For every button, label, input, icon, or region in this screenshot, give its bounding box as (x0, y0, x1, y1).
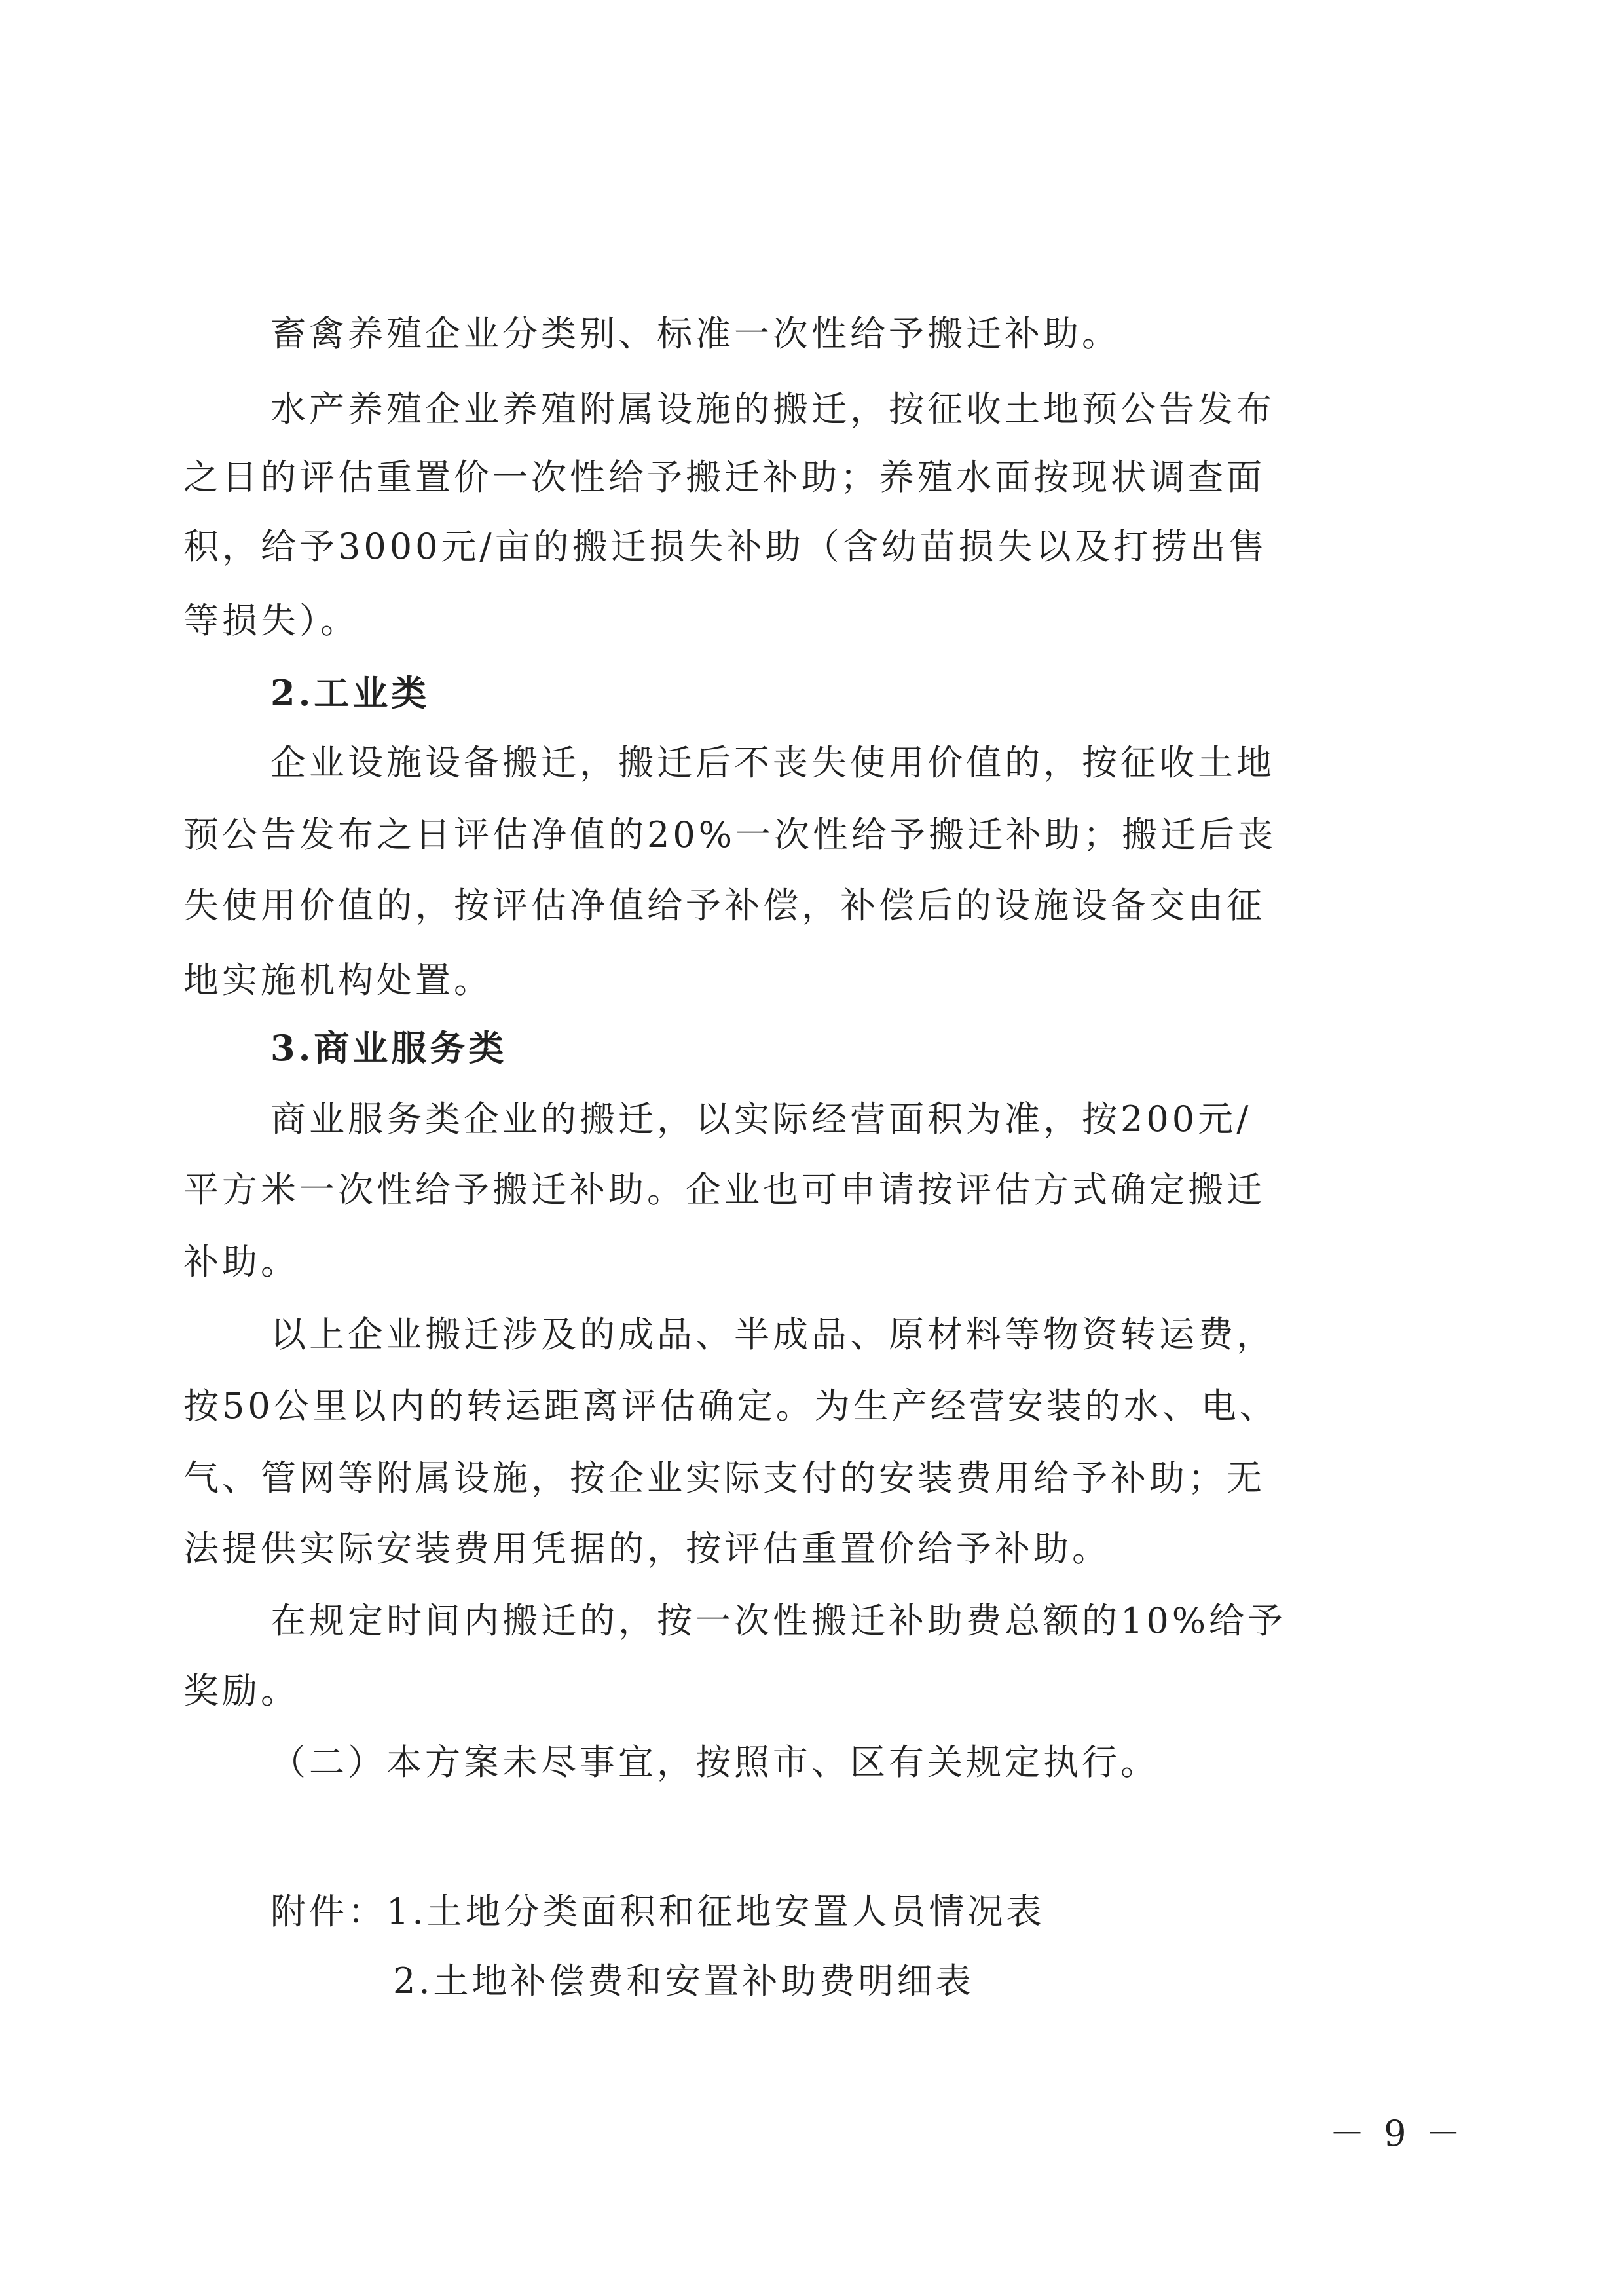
paragraph-line: 预公告发布之日评估净值的20%一次性给予搬迁补助；搬迁后丧 (183, 814, 1277, 855)
paragraph-line: 按50公里以内的转运距离评估确定。为生产经营安装的水、电、 (183, 1385, 1278, 1427)
paragraph-line: 气、管网等附属设施，按企业实际支付的安装费用给予补助；无 (183, 1457, 1265, 1499)
paragraph-line: 等损失）。 (183, 600, 359, 641)
attachment-label-line: 附件：1.土地分类面积和征地安置人员情况表 (270, 1891, 1045, 1932)
page-number: － 9 － (1329, 2113, 1465, 2154)
paragraph-line: 水产养殖企业养殖附属设施的搬迁，按征收土地预公告发布 (270, 388, 1275, 430)
paragraph-line: 企业设施设备搬迁，搬迁后不丧失使用价值的，按征收土地 (270, 742, 1275, 783)
paragraph-line: 平方米一次性给予搬迁补助。企业也可申请按评估方式确定搬迁 (183, 1169, 1265, 1210)
paragraph-line: 法提供实际安装费用凭据的，按评估重置价给予补助。 (183, 1528, 1111, 1569)
section-heading-commercial: 3.商业服务类 (270, 1027, 507, 1069)
attachment-second-line: 2.土地补偿费和安置补助费明细表 (393, 1960, 974, 2002)
paragraph-line: 奖励。 (183, 1670, 299, 1711)
paragraph-line: 以上企业搬迁涉及的成品、半成品、原材料等物资转运费， (270, 1314, 1275, 1355)
paragraph-line: 补助。 (183, 1241, 299, 1282)
paragraph-line: 在规定时间内搬迁的，按一次性搬迁补助费总额的10%给予 (270, 1600, 1287, 1641)
paragraph-line: 地实施机构处置。 (183, 960, 492, 1001)
paragraph-line: 失使用价值的，按评估净值给予补偿，补偿后的设施设备交由征 (183, 885, 1265, 926)
paragraph-line: 商业服务类企业的搬迁，以实际经营面积为准，按200元/ (270, 1098, 1252, 1140)
paragraph-line: （二）本方案未尽事宜，按照市、区有关规定执行。 (270, 1742, 1159, 1783)
paragraph-line: 畜禽养殖企业分类别、标准一次性给予搬迁补助。 (270, 313, 1120, 354)
paragraph-line: 积，给予3000元/亩的搬迁损失补助（含幼苗损失以及打捞出售 (183, 526, 1268, 567)
section-heading-industrial: 2.工业类 (270, 672, 430, 714)
paragraph-line: 之日的评估重置价一次性给予搬迁补助；养殖水面按现状调查面 (183, 457, 1265, 498)
